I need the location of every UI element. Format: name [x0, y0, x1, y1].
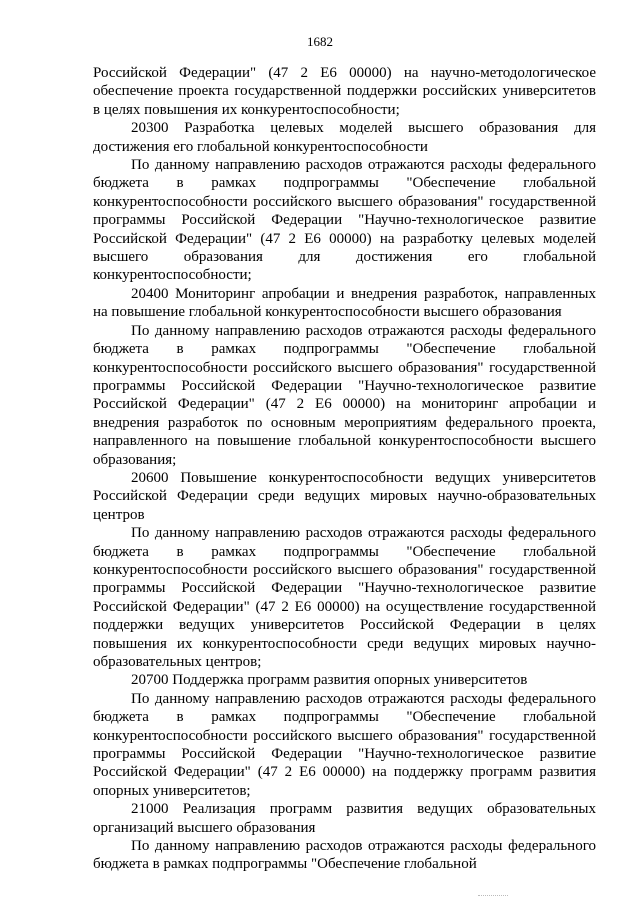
section-body-20400: По данному направлению расходов отражаются расходы федерального бюджета в рамках подпрограммы "Обеспечение глобальной конкурентоспособности российского высшего образования" государственной программы Российской Федерации "Научно-технологическое развитие Российской Федерации" (47 2 Е6 00000) на мониторинг апробации и внедрения разработок по основным мероприятиям федерального проекта, направленного на повышение глобальной конкурентоспособности высшего образования;: [93, 322, 596, 468]
section-body-20600: По данному направлению расходов отражаются расходы федерального бюджета в рамках подпрограммы "Обеспечение глобальной конкурентоспособности российского высшего образования" государственной программы Российской Федерации "Научно-технологическое развитие Российской Федерации" (47 2 Е6 00000) на осуществление государственной поддержки ведущих университетов Российской Федерации в целях повышения их конкурентоспособности среди ведущих мировых научно-образовательных центров;: [93, 525, 596, 670]
section-heading-20600: 20600 Повышение конкурентоспособности ведущих университетов Российской Федерации среди ведущих мировых научно-образовательных центров: [93, 469, 596, 523]
paragraph-continuation: Российской Федерации" (47 2 Е6 00000) на научно-методологическое обеспечение проекта государственной поддержки российских университетов в целях повышения их конкурентоспособности;: [93, 65, 596, 118]
section-heading-20400: 20400 Мониторинг апробации и внедрения разработок, направленных на повышение глобальной конкурентоспособности высшего образования: [93, 285, 596, 321]
document-body: [93, 64, 596, 874]
page-number: 1682: [307, 34, 333, 49]
section-heading-21000: 21000 Реализация программ развития ведущих образовательных организаций высшего образования: [93, 801, 596, 836]
section-heading-20700: 20700 Поддержка программ развития опорных университетов: [131, 672, 528, 689]
section-body-20700: По данному направлению расходов отражаются расходы федерального бюджета в рамках подпрограммы "Обеспечение глобальной конкурентоспособности российского высшего образования" государственной программы Российской Федерации "Научно-технологическое развитие Российской Федерации" (47 2 Е6 00000) на поддержку программ развития опорных университетов;: [93, 690, 596, 799]
section-body-20300: По данному направлению расходов отражаются расходы федерального бюджета в рамках подпрограммы "Обеспечение глобальной конкурентоспособности российского высшего образования" государственной программы Российской Федерации "Научно-технологическое развитие Российской Федерации" (47 2 Е6 00000) на разработку целевых моделей высшего образования для достижения его глобальной конкурентоспособности;: [93, 157, 596, 284]
section-body-21000: По данному направлению расходов отражаются расходы федерального бюджета в рамках подпрограммы "Обеспечение глобальной: [93, 838, 596, 873]
section-heading-20300: 20300 Разработка целевых моделей высшего образования для достижения его глобальной конкурентоспособности: [93, 120, 596, 155]
scan-artifact: [478, 895, 508, 896]
